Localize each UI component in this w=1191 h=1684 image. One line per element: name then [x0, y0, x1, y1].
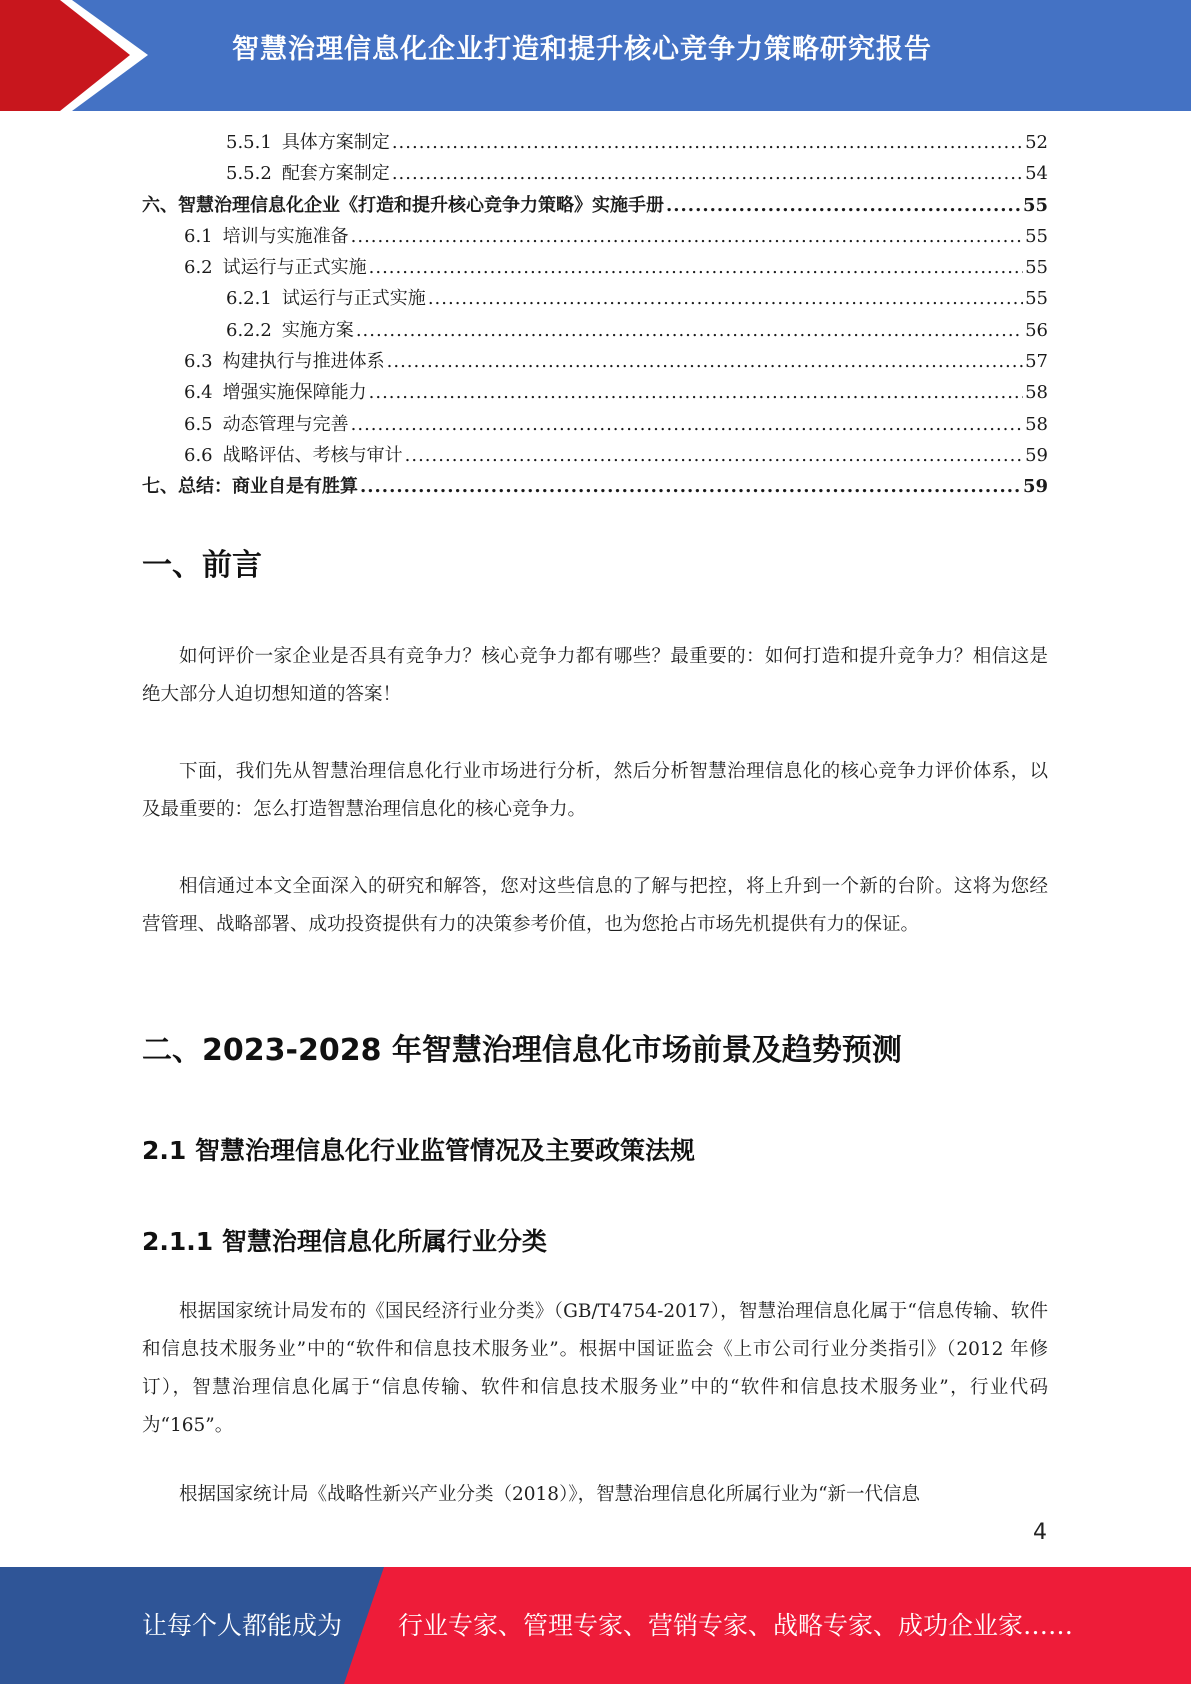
toc-entry-title: 七、总结：商业自是有胜算	[142, 476, 358, 498]
toc-entry-title: 试运行与正式实施	[281, 288, 426, 310]
subsection-heading-classification: 2.1.1 智慧治理信息化所属行业分类	[142, 1227, 547, 1256]
toc-entry-page: 55	[1025, 288, 1048, 310]
toc-entry[interactable]	[142, 158, 1048, 189]
toc-entry-title: 动态管理与完善	[222, 413, 349, 435]
toc-entry-title: 具体方案制定	[281, 132, 390, 153]
footer-tagline: 行业专家、管理专家、营销专家、战略专家、成功企业家……	[398, 1611, 1074, 1640]
toc-entry-number: 6.5	[184, 413, 213, 435]
toc-entry[interactable]	[142, 471, 1048, 502]
toc-entry[interactable]	[142, 252, 1048, 283]
classification-paragraph-1: 根据国家统计局发布的《国民经济行业分类》（GB/T4754-2017），智慧治理信息化属于“信息传输、软件和信息技术服务业”中的“软件和信息技术服务业”。根据中国证监会《上市公司行业分类指引》（2012 年修订），智慧治理信息化属于“信息传输、软件和信息技术服务业”中的“软件和信息技术服务业”，行业代码为“165”。	[142, 1301, 1048, 1436]
toc-entry-number: 5.5.2	[226, 163, 272, 185]
toc-entry-page: 57	[1025, 351, 1048, 373]
section-heading-preface: 一、前言	[142, 548, 262, 583]
toc-leader-dots	[360, 471, 1021, 502]
toc-entry[interactable]	[142, 377, 1048, 408]
toc-entry-number: 6.2	[184, 257, 213, 279]
table-of-contents	[142, 127, 1048, 503]
toc-leader-dots	[369, 252, 1023, 283]
classification-paragraph-2: 根据国家统计局《战略性新兴产业分类（2018）》，智慧治理信息化所属行业为“新一代信息	[179, 1484, 921, 1505]
toc-entry-title: 六、智慧治理信息化企业《打造和提升核心竞争力策略》实施手册	[142, 194, 664, 216]
toc-leader-dots	[369, 377, 1023, 408]
page-header	[0, 0, 1191, 111]
toc-leader-dots	[387, 346, 1023, 377]
toc-entry-number: 6.2.1	[226, 288, 272, 310]
page-footer	[0, 1567, 1191, 1684]
toc-leader-dots	[351, 221, 1023, 252]
toc-entry[interactable]	[142, 221, 1048, 252]
toc-entry[interactable]	[142, 190, 1048, 221]
toc-entry-page: 52	[1025, 132, 1048, 153]
toc-entry-page: 55	[1025, 257, 1048, 279]
toc-entry-number: 6.2.2	[226, 319, 272, 341]
toc-entry-number: 6.4	[184, 382, 213, 404]
toc-entry-number: 6.6	[184, 444, 213, 466]
toc-leader-dots	[428, 283, 1023, 314]
toc-entry-number: 5.5.1	[226, 132, 272, 153]
toc-entry[interactable]	[142, 283, 1048, 314]
toc-leader-dots	[356, 315, 1023, 346]
toc-entry[interactable]	[142, 315, 1048, 346]
toc-entry-page: 59	[1025, 444, 1048, 466]
toc-entry-title: 培训与实施准备	[222, 225, 349, 247]
chevron-decoration	[0, 0, 160, 111]
toc-entry[interactable]	[142, 346, 1048, 377]
section-heading-market: 二、2023-2028 年智慧治理信息化市场前景及趋势预测	[142, 1033, 902, 1068]
toc-entry-page: 55	[1022, 194, 1048, 216]
toc-leader-dots	[392, 127, 1023, 158]
toc-entry-page: 58	[1025, 413, 1048, 435]
header-title: 智慧治理信息化企业打造和提升核心竞争力策略研究报告	[232, 34, 932, 65]
toc-entry-number: 6.1	[184, 225, 213, 247]
subsection-heading-regulation: 2.1 智慧治理信息化行业监管情况及主要政策法规	[142, 1136, 695, 1165]
toc-entry[interactable]	[142, 440, 1048, 471]
toc-entry-title: 增强实施保障能力	[222, 382, 367, 404]
page-number: 4	[1033, 1520, 1047, 1545]
preface-paragraph-1: 如何评价一家企业是否具有竞争力？核心竞争力都有哪些？最重要的：如何打造和提升竞争力？相信这是绝大部分人迫切想知道的答案！	[142, 646, 1048, 705]
toc-entry-page: 59	[1022, 476, 1048, 498]
toc-entry[interactable]	[142, 127, 1048, 158]
toc-leader-dots	[405, 440, 1023, 471]
toc-leader-dots	[666, 190, 1021, 221]
toc-entry-title: 构建执行与推进体系	[222, 351, 385, 373]
toc-leader-dots	[351, 409, 1023, 440]
toc-leader-dots	[392, 158, 1023, 189]
footer-slogan: 让每个人都能成为	[142, 1611, 343, 1640]
toc-entry-title: 试运行与正式实施	[222, 257, 367, 279]
preface-paragraph-3: 相信通过本文全面深入的研究和解答，您对这些信息的了解与把控，将上升到一个新的台阶。这将为您经营管理、战略部署、成功投资提供有力的决策参考价值，也为您抢占市场先机提供有力的保证。	[142, 876, 1048, 935]
toc-entry-page: 58	[1025, 382, 1048, 404]
toc-entry-title: 实施方案	[281, 319, 354, 341]
preface-paragraph-2: 下面，我们先从智慧治理信息化行业市场进行分析，然后分析智慧治理信息化的核心竞争力评价体系，以及最重要的：怎么打造智慧治理信息化的核心竞争力。	[142, 761, 1048, 820]
toc-entry-page: 56	[1025, 319, 1048, 341]
toc-entry-title: 战略评估、考核与审计	[222, 444, 403, 466]
toc-entry-title: 配套方案制定	[281, 163, 390, 185]
toc-entry-page: 54	[1025, 163, 1048, 185]
toc-entry-page: 55	[1025, 225, 1048, 247]
toc-entry[interactable]	[142, 409, 1048, 440]
toc-entry-number: 6.3	[184, 351, 213, 373]
